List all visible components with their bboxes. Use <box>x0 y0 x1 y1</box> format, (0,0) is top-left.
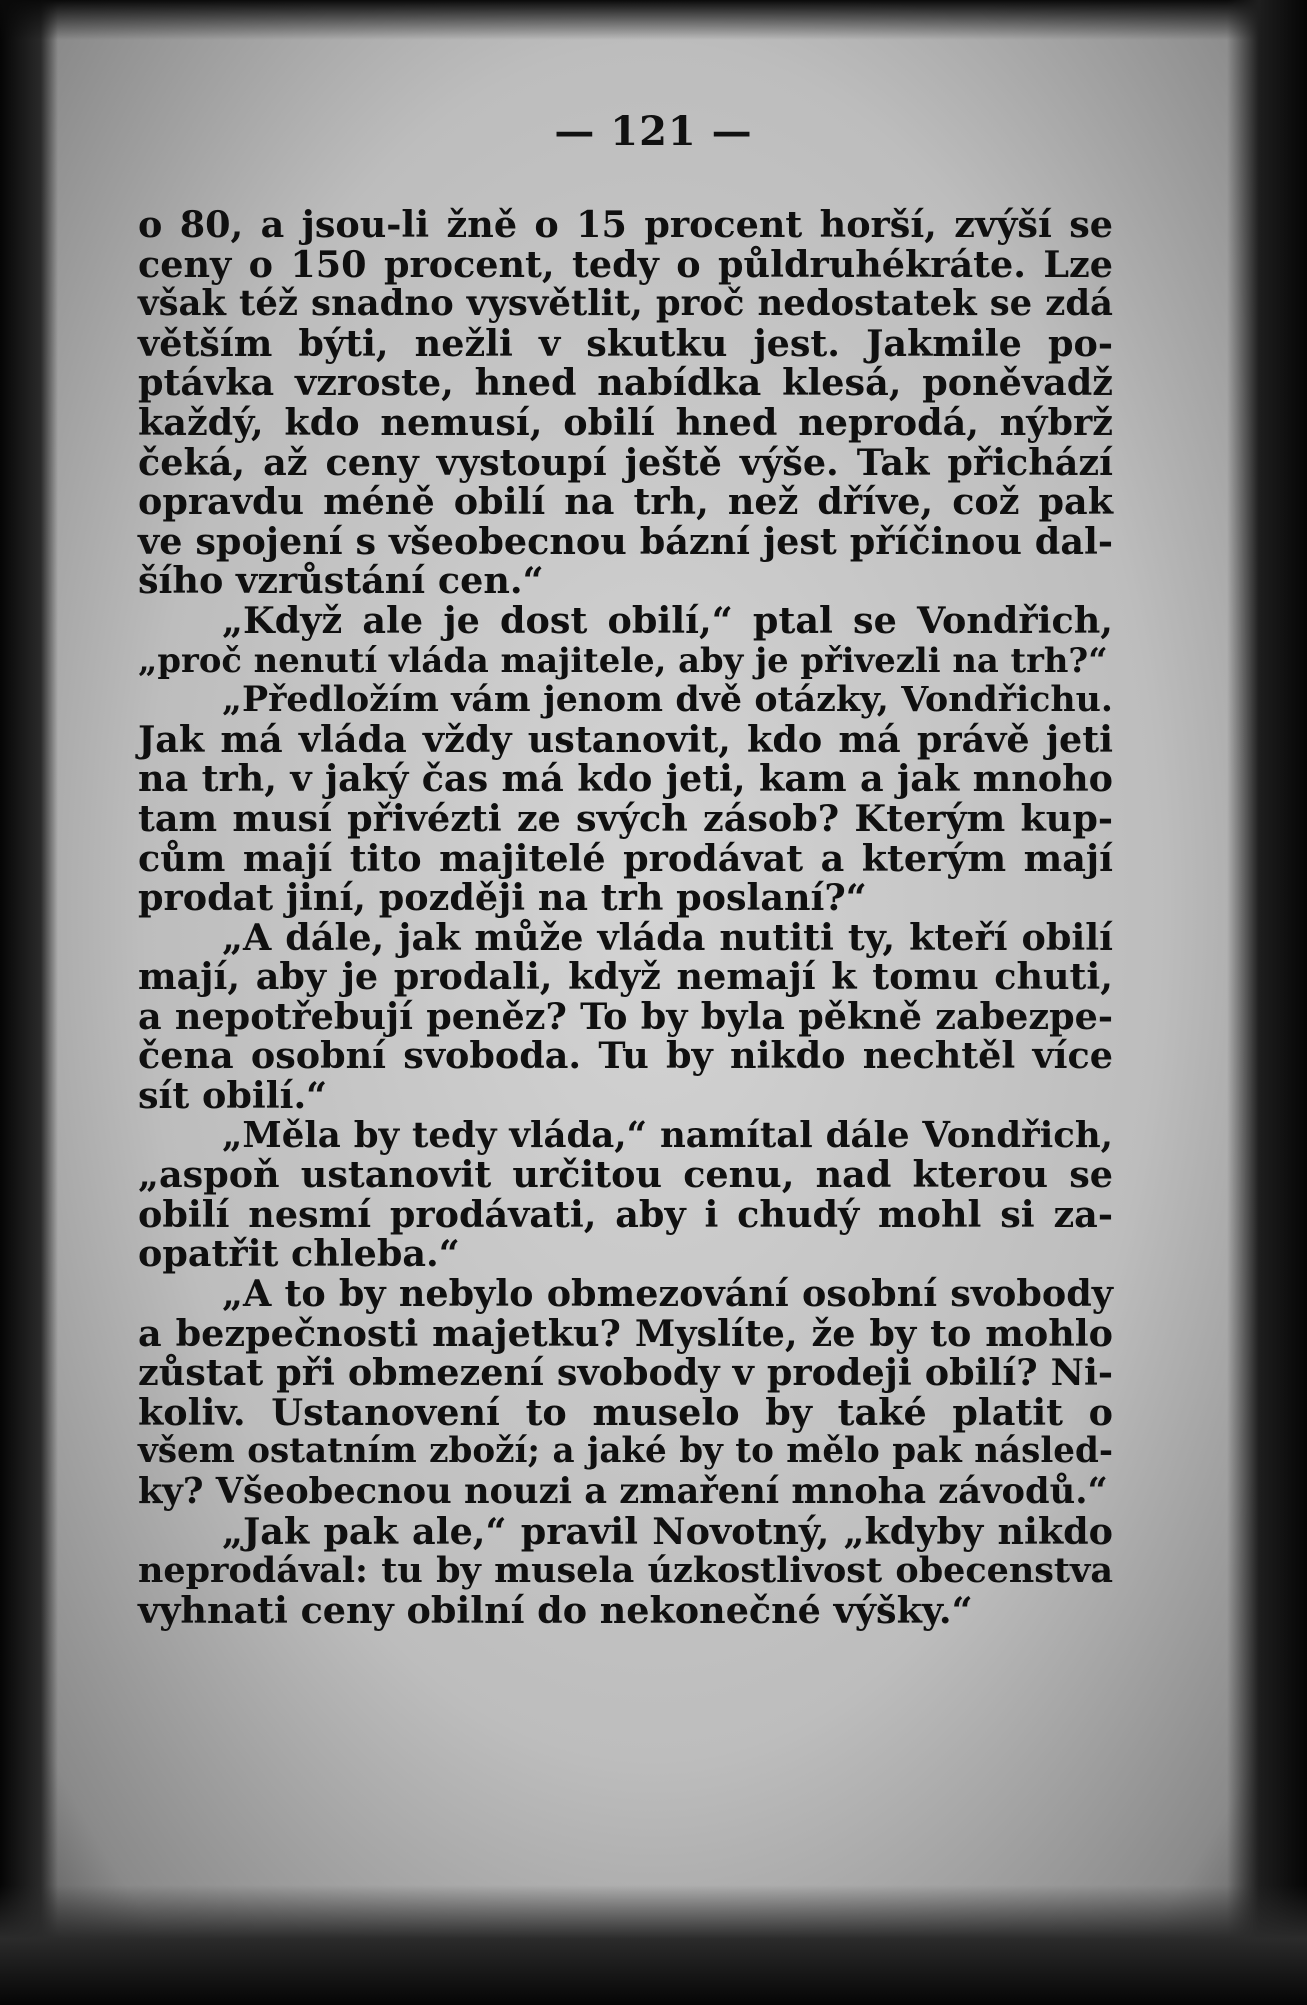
text-line: větším býti, nežli v skutku jest. Jakmile po- <box>138 321 1113 365</box>
text-line: čeká, až ceny vystoupí ještě výše. Tak přichází <box>138 440 1113 484</box>
text-line: cům mají tito majitelé prodávat a kterým mají <box>138 836 1113 880</box>
text-line: čena osobní svoboda. Tu by nikdo nechtěl více <box>138 1034 1113 1078</box>
text-line: „Když ale je dost obilí,“ ptal se Vondřich, <box>222 598 1113 642</box>
text-line: ptávka vzroste, hned nabídka klesá, poněvadž <box>138 361 1113 405</box>
scan-shadow-left <box>0 0 58 2005</box>
scan-shadow-top <box>0 0 1307 40</box>
text-line: „aspoň ustanovit určitou cenu, nad kterou se <box>138 1153 1113 1197</box>
page-number-header: — 121 — <box>554 108 753 155</box>
text-line: „A dále, jak může vláda nutiti ty, kteří obilí <box>222 915 1113 959</box>
text-line: sít obilí.“ <box>138 1074 328 1118</box>
text-line: mají, aby je prodali, když nemají k tomu chuti, <box>138 955 1113 999</box>
text-line: ceny o 150 procent, tedy o půldruhékráte. Lze <box>138 242 1113 286</box>
text-line: vyhnati ceny obilní do nekonečné výšky.“ <box>138 1588 973 1632</box>
text-line: „proč nenutí vláda majitele, aby je přivezli na trh?“ <box>138 639 1108 680</box>
text-line: prodat jiní, později na trh poslaní?“ <box>138 876 867 920</box>
text-line: „A to by nebylo obmezování osobní svobody <box>222 1272 1113 1316</box>
text-line: koliv. Ustanovení to muselo by také platit o <box>138 1390 1113 1434</box>
text-line: zůstat při obmezení svobody v prodeji obilí? Ni- <box>138 1351 1113 1395</box>
text-line: však též snadno vysvětlit, proč nedostatek se zdá <box>138 283 1113 325</box>
text-line: neprodával: tu by musela úzkostlivost obecenstva <box>138 1550 1113 1592</box>
text-line: „Předložím vám jenom dvě otázky, Vondřichu. <box>222 679 1113 721</box>
text-line: opravdu méně obilí na trh, než dříve, což pak <box>138 480 1113 524</box>
text-line: každý, kdo nemusí, obilí hned neprodá, nýbrž <box>138 400 1113 444</box>
scan-shadow-bottom <box>0 1885 1307 2005</box>
text-line: všem ostatním zboží; a jaké by to mělo pak násled- <box>138 1431 1113 1472</box>
text-line: ve spojení s všeobecnou bázní jest příčinou dal- <box>138 519 1113 563</box>
text-line: o 80, a jsou-li žně o 15 procent horší, zvýší se <box>138 203 1113 246</box>
text-line: a nepotřebují peněz? To by byla pěkně zabezpe- <box>138 994 1113 1038</box>
text-line: šího vzrůstání cen.“ <box>138 559 544 603</box>
scan-shadow-right <box>1227 0 1307 2005</box>
text-line: obilí nesmí prodávati, aby i chudý mohl si za- <box>138 1192 1113 1236</box>
text-line: „Jak pak ale,“ pravil Novotný, „kdyby nikdo <box>222 1509 1113 1553</box>
text-line: a bezpečnosti majetku? Myslíte, že by to mohlo <box>138 1311 1113 1355</box>
text-line: tam musí přivézti ze svých zásob? Kterým kup- <box>138 796 1113 840</box>
text-line: na trh, v jaký čas má kdo jeti, kam a jak mnoho <box>138 757 1113 801</box>
text-line: Jak má vláda vždy ustanovit, kdo má právě jeti <box>138 717 1113 761</box>
body-text <box>138 205 1113 1630</box>
text-line: opatřit chleba.“ <box>138 1232 460 1276</box>
text-line: „Měla by tedy vláda,“ namítal dále Vondřich, <box>222 1114 1113 1156</box>
text-line: ky? Všeobecnou nouzi a zmaření mnoha závodů.“ <box>138 1471 1108 1512</box>
